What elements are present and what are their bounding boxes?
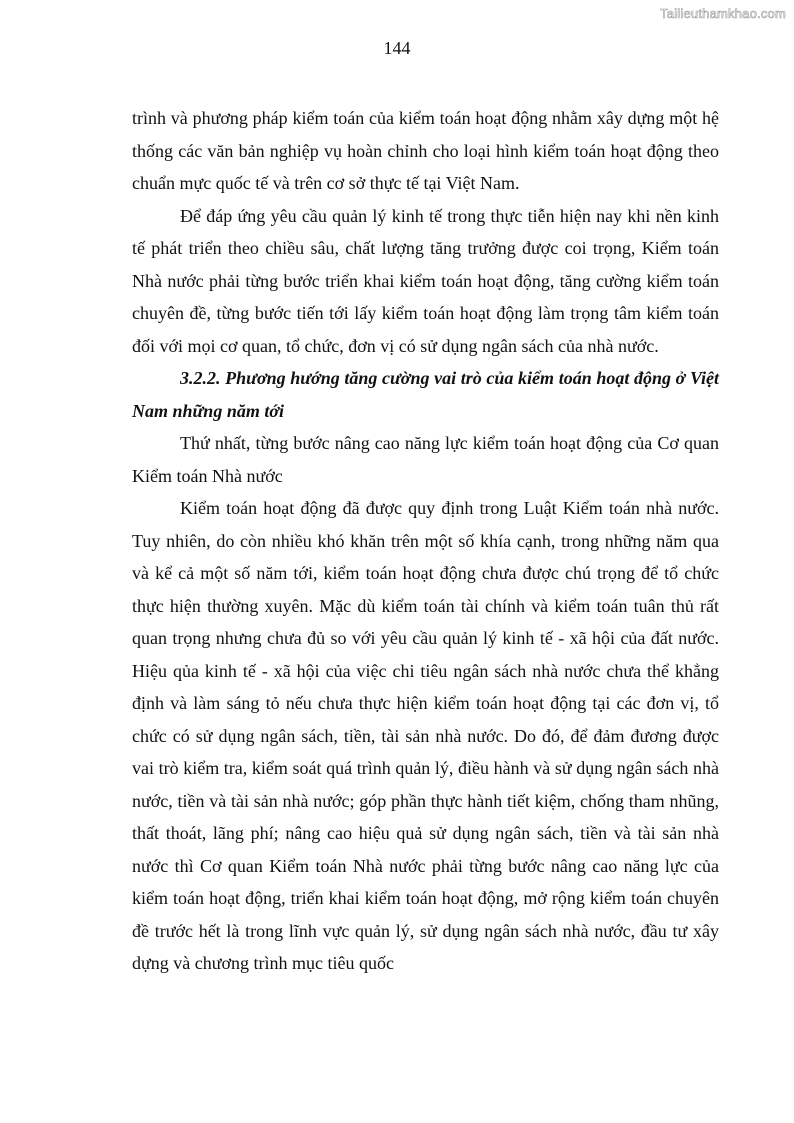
section-heading-3-2-2: 3.2.2. Phương hướng tăng cường vai trò của kiểm toán hoạt động ở Việt Nam những năm tới bbox=[132, 368, 719, 421]
paragraph-performance-audit: Kiểm toán hoạt động đã được quy định trong Luật Kiểm toán nhà nước. Tuy nhiên, do còn nhiều khó khăn trên một số khía cạnh, trong những năm qua và kể cả một số năm tới, kiểm toán hoạt động chưa được chú trọng để tổ chức thực hiện thường xuyên. Mặc dù kiểm toán tài chính và kiểm toán tuân thủ rất quan trọng nhưng chưa đủ so với yêu cầu quản lý kinh tế - xã hội của đất nước. Hiệu qủa kinh tế - xã hội của việc chi tiêu ngân sách nhà nước chưa thể khẳng định và làm sáng tỏ nếu chưa thực hiện kiểm toán hoạt động tại các đơn vị, tổ chức có sử dụng ngân sách, tiền, tài sản nhà nước. Do đó, để đảm đương được vai trò kiểm tra, kiểm soát quá trình quản lý, điều hành và sử dụng ngân sách nhà nước, tiền và tài sản nhà nước; góp phần thực hành tiết kiệm, chống tham nhũng, thất thoát, lãng phí; nâng cao hiệu quả sử dụng ngân sách, tiền và tài sản nhà nước thì Cơ quan Kiểm toán Nhà nước phải từng bước nâng cao năng lực của kiểm toán hoạt động, triển khai kiểm toán hoạt động, mở rộng kiểm toán chuyên đề trước hết là trong lĩnh vực quản lý, sử dụng ngân sách nhà nước, đầu tư xây dựng và chương trình mục tiêu quốc bbox=[132, 498, 719, 973]
paragraph-economic-requirements: Để đáp ứng yêu cầu quản lý kinh tế trong thực tiễn hiện nay khi nền kinh tế phát triển theo chiều sâu, chất lượng tăng trưởng được coi trọng, Kiểm toán Nhà nước phải từng bước triển khai kiểm toán hoạt động, tăng cường kiểm toán chuyên đề, từng bước tiến tới lấy kiểm toán hoạt động làm trọng tâm kiểm toán đối với mọi cơ quan, tổ chức, đơn vị có sử dụng ngân sách của nhà nước. bbox=[132, 205, 719, 356]
watermark-text: Tailieuthamkhao.com bbox=[660, 6, 786, 21]
paragraph-first-point: Thứ nhất, từng bước nâng cao năng lực kiểm toán hoạt động của Cơ quan Kiểm toán Nhà nước bbox=[132, 433, 719, 486]
paragraph-continuation: trình và phương pháp kiểm toán của kiểm toán hoạt động nhằm xây dựng một hệ thống các văn bản nghiệp vụ hoàn chỉnh cho loại hình kiểm toán hoạt động theo chuẩn mực quốc tế và trên cơ sở thực tế tại Việt Nam. bbox=[132, 108, 719, 193]
page-number: 144 bbox=[383, 38, 411, 58]
document-body bbox=[132, 102, 719, 980]
